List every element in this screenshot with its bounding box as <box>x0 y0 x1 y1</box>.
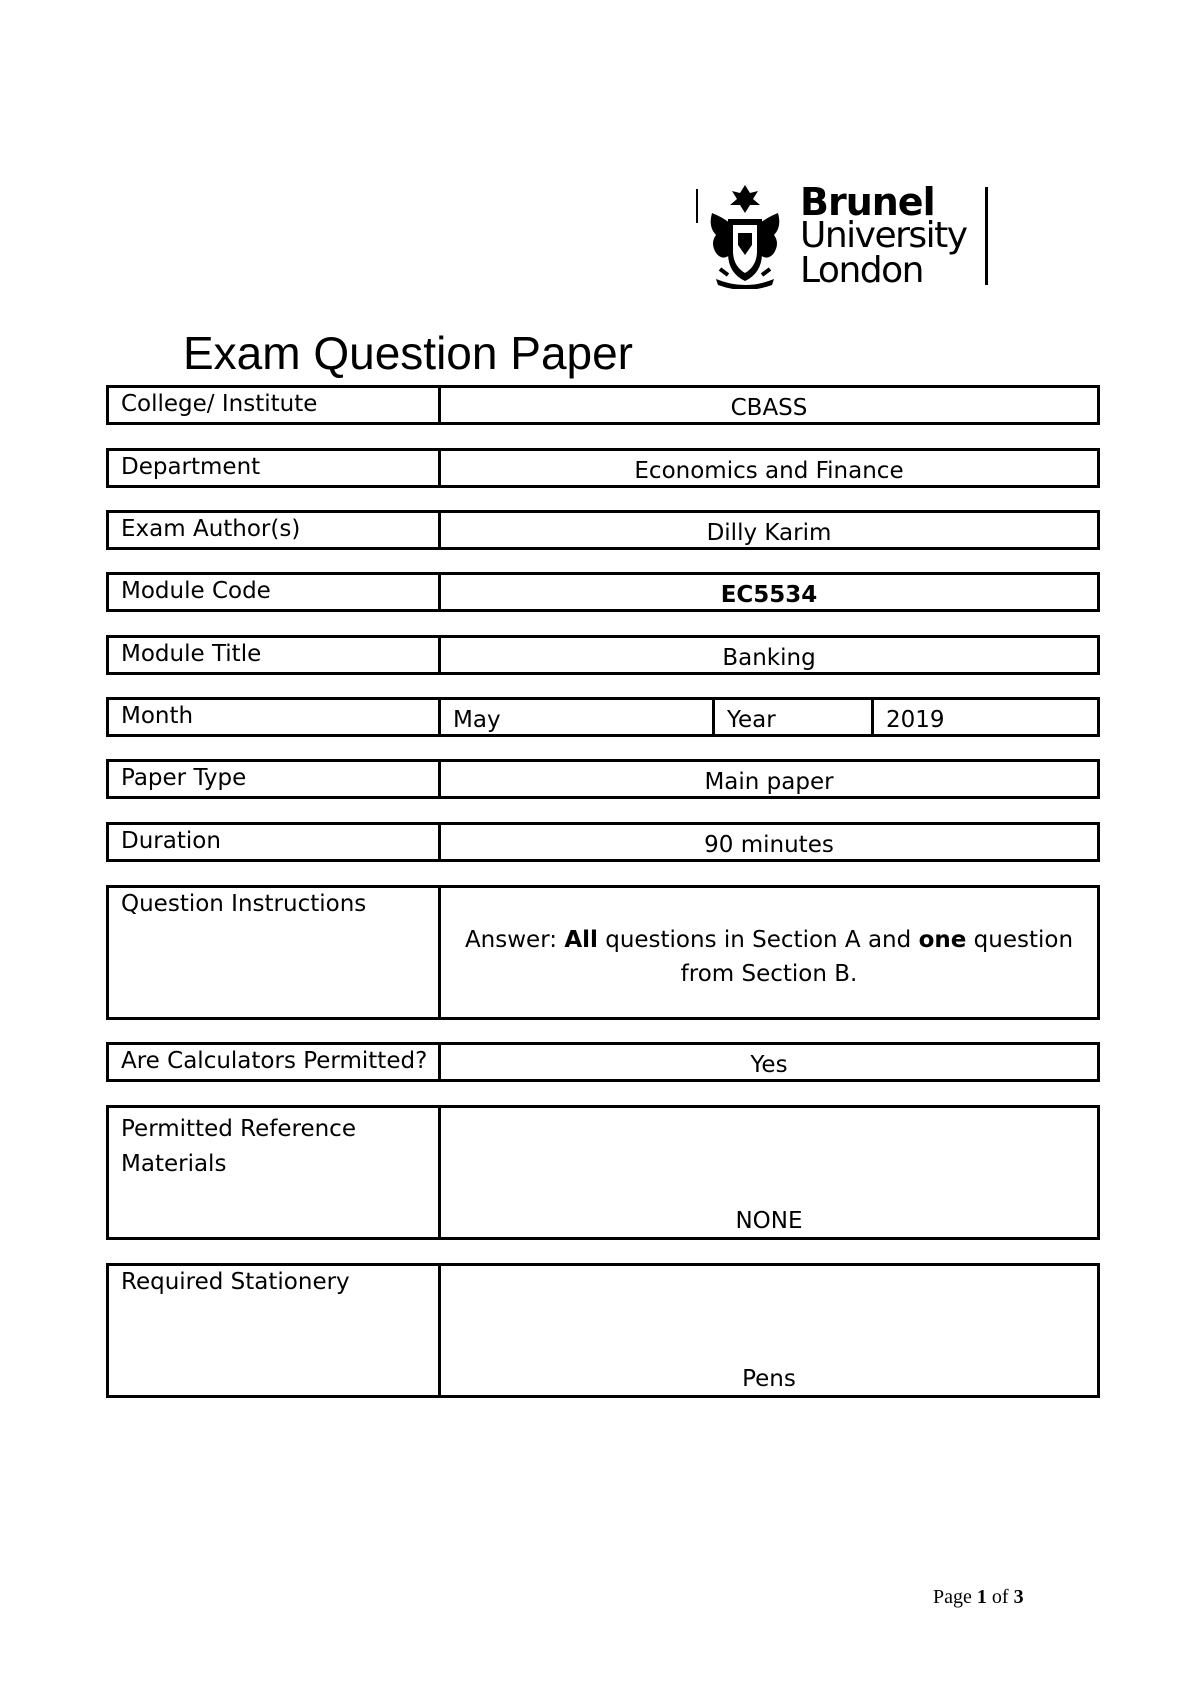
page-word: Page <box>933 1586 977 1608</box>
module-code-label: Module Code <box>109 575 441 609</box>
module-title-label: Module Title <box>109 638 441 672</box>
duration-label: Duration <box>109 825 441 859</box>
row-instructions <box>106 885 1100 1020</box>
logo-text-london: London <box>800 250 923 291</box>
department-value: Economics and Finance <box>634 458 904 484</box>
author-label: Exam Author(s) <box>109 513 441 547</box>
calculators-label: Are Calculators Permitted? <box>109 1045 441 1079</box>
row-paper-type <box>106 759 1100 799</box>
logo-divider <box>985 187 988 285</box>
university-crest-icon <box>706 183 784 289</box>
module-code-value: EC5534 <box>720 582 818 608</box>
instructions-text-1: Answer: <box>464 927 565 953</box>
college-value: CBASS <box>730 395 808 421</box>
stationery-label: Required Stationery <box>109 1266 441 1395</box>
row-department <box>106 448 1100 488</box>
instructions-text-3: question from Section B. <box>680 927 1074 987</box>
row-reference-materials <box>106 1105 1100 1240</box>
logo-tick-mark <box>696 189 698 223</box>
row-calculators <box>106 1042 1100 1082</box>
reference-value: NONE <box>735 1208 803 1234</box>
page-title: Exam Question Paper <box>183 327 634 379</box>
department-label: Department <box>109 451 441 485</box>
instructions-value <box>441 888 1097 1017</box>
logo-text-brunel: Brunel <box>800 180 935 224</box>
total-pages: 3 <box>1013 1586 1024 1608</box>
instructions-text-2: questions in Section A and <box>597 927 919 953</box>
current-page: 1 <box>976 1586 987 1608</box>
duration-value: 90 minutes <box>704 832 834 858</box>
logo-text-university: University <box>800 215 967 256</box>
university-logo <box>696 180 988 291</box>
row-stationery <box>106 1263 1100 1398</box>
year-value: 2019 <box>886 707 945 733</box>
page-number <box>933 1586 1024 1609</box>
month-label: Month <box>109 700 441 734</box>
paper-type-value: Main paper <box>704 769 834 795</box>
of-word: of <box>986 1586 1014 1608</box>
instructions-bold-one: one <box>918 927 967 953</box>
college-label: College/ Institute <box>109 388 441 422</box>
instructions-label: Question Instructions <box>109 888 441 1017</box>
row-module-code <box>106 572 1100 612</box>
year-label: Year <box>715 700 874 734</box>
module-title-value: Banking <box>722 645 816 671</box>
stationery-value: Pens <box>742 1366 796 1392</box>
row-month-year <box>106 697 1100 737</box>
row-duration <box>106 822 1100 862</box>
calculators-value: Yes <box>750 1052 788 1078</box>
month-value: May <box>441 700 715 734</box>
instructions-bold-all: All <box>564 927 598 953</box>
paper-type-label: Paper Type <box>109 762 441 796</box>
reference-label: Permitted Reference Materials <box>109 1108 441 1237</box>
row-author <box>106 510 1100 550</box>
row-college <box>106 385 1100 425</box>
author-value: Dilly Karim <box>706 520 832 546</box>
row-module-title <box>106 635 1100 675</box>
